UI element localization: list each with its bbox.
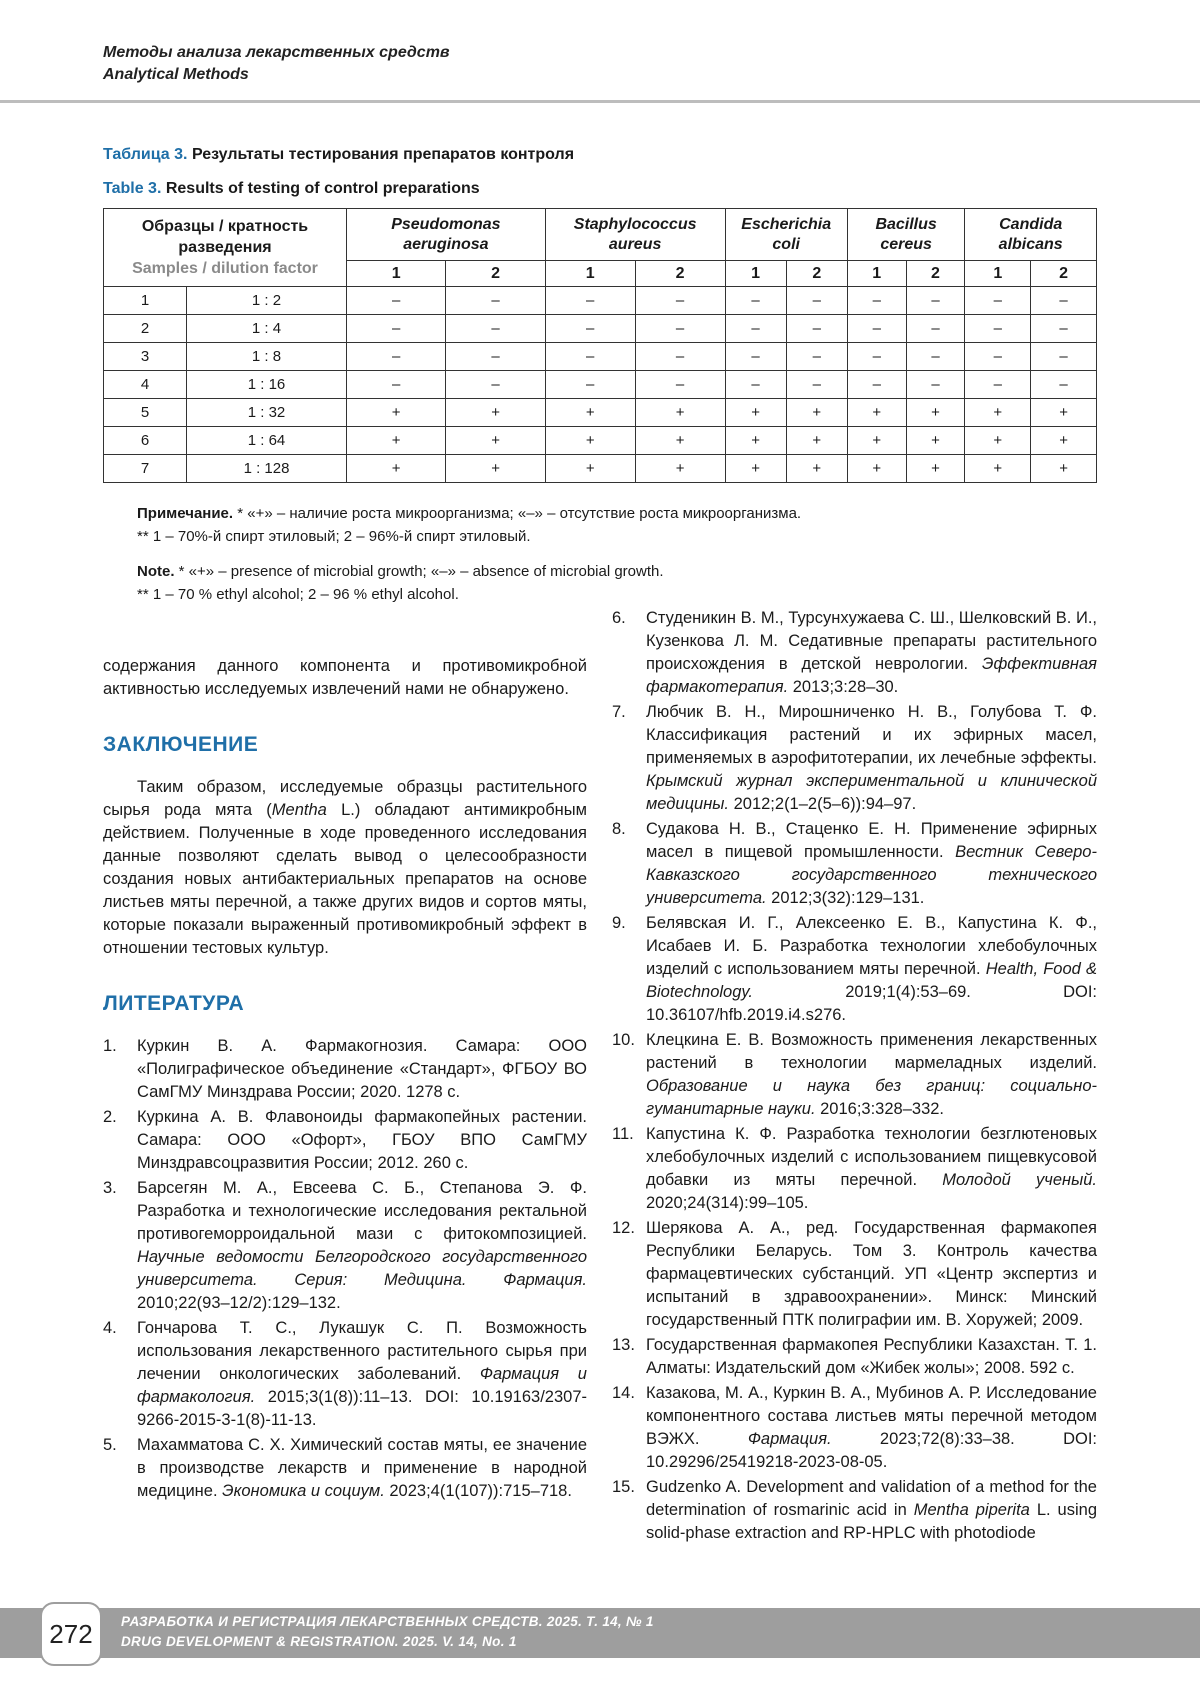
growth-result: + (347, 399, 446, 427)
growth-result: – (906, 287, 965, 315)
growth-result: – (347, 287, 446, 315)
growth-result: – (906, 343, 965, 371)
growth-result: – (906, 371, 965, 399)
reference-number: 11. (612, 1125, 634, 1143)
note-ru-line1: * «+» – наличие роста микроорганизма; «–» – отсутствие роста микроорганизма. (237, 505, 802, 522)
table-notes (137, 502, 801, 606)
growth-result: + (545, 427, 635, 455)
references-list-left (103, 1035, 587, 1503)
running-header (103, 42, 450, 86)
growth-result: + (965, 427, 1031, 455)
reference-number: 15. (612, 1478, 635, 1496)
reference-number: 9. (612, 914, 626, 932)
dilution-factor: 1 : 8 (187, 343, 347, 371)
header-species: Escherichia coli (725, 209, 847, 261)
growth-result: + (545, 399, 635, 427)
growth-result: + (847, 427, 906, 455)
growth-result: – (446, 371, 545, 399)
growth-result: – (965, 287, 1031, 315)
table-row (104, 343, 1097, 371)
growth-result: – (446, 343, 545, 371)
results-table (103, 208, 1097, 483)
intro-paragraph: содержания данного компонента и противомикробной активностью исследуемых извлечений нами не обнаружено. (103, 657, 587, 698)
growth-result: – (847, 343, 906, 371)
growth-result: – (786, 287, 847, 315)
table-caption-en-text: Results of testing of control preparations (165, 180, 480, 197)
header-alcohol: 1 (347, 261, 446, 287)
growth-result: + (725, 455, 786, 483)
reference-item (612, 1123, 1097, 1215)
growth-result: – (725, 371, 786, 399)
table-row (104, 399, 1097, 427)
growth-result: + (635, 455, 725, 483)
reference-text: Любчик В. Н., Мирошниченко Н. В., Голубова Т. Ф. Классификация растений и их эфирных масел, применяемых в аэрофитотерапии, их лечебные эффекты. Крымский журнал экспериментальной и клинической медицины. 2012;2(1–2(5–6)):94–97. (646, 703, 1097, 813)
growth-result: – (635, 287, 725, 315)
sample-number: 4 (104, 371, 187, 399)
growth-result: – (1031, 315, 1097, 343)
growth-result: – (635, 371, 725, 399)
growth-result: + (906, 455, 965, 483)
growth-result: + (1031, 427, 1097, 455)
growth-result: – (446, 287, 545, 315)
table-caption-ru-label: Таблица 3. (103, 146, 188, 163)
growth-result: + (786, 427, 847, 455)
growth-result: – (847, 315, 906, 343)
growth-result: – (786, 371, 847, 399)
reference-number: 3. (103, 1179, 117, 1197)
growth-result: + (635, 427, 725, 455)
table-row (104, 287, 1097, 315)
reference-item (612, 1029, 1097, 1121)
table-caption-ru-text: Результаты тестирования препаратов контроля (191, 146, 575, 163)
growth-result: + (847, 399, 906, 427)
growth-result: – (725, 343, 786, 371)
growth-result: + (446, 455, 545, 483)
note-ru-label: Примечание. (137, 505, 234, 522)
note-ru-line2: ** 1 – 70%-й спирт этиловый; 2 – 96%-й спирт этиловый. (137, 528, 531, 545)
reference-item (103, 1035, 587, 1104)
reference-number: 12. (612, 1219, 635, 1237)
growth-result: – (347, 371, 446, 399)
header-alcohol: 2 (1031, 261, 1097, 287)
references-list-right (612, 607, 1097, 1545)
growth-result: + (725, 399, 786, 427)
growth-result: – (965, 371, 1031, 399)
growth-result: – (1031, 343, 1097, 371)
footer-journal-en: DRUG DEVELOPMENT & REGISTRATION. 2025. V. 14, No. 1 (121, 1634, 517, 1649)
header-alcohol: 2 (446, 261, 545, 287)
reference-text: Государственная фармакопея Республики Казахстан. Т. 1. Алматы: Издательский дом «Жибек жолы»; 2008. 592 с. (646, 1336, 1097, 1377)
conclusion-paragraph: Таким образом, исследуемые образцы растительного сырья рода мята (Mentha L.) обладают антимикробным действием. Полученные в ходе проведенного исследования данные позволяют сделать вывод о целесообразности создания новых антибактериальных препаратов на основе листьев мяты перечной, а также других видов и сортов мяты, которые показали выраженный противомикробный эффект в отношении тестовых культур. (103, 778, 587, 957)
growth-result: + (545, 455, 635, 483)
growth-result: – (635, 315, 725, 343)
running-header-ru: Методы анализа лекарственных средств (103, 44, 450, 61)
reference-text: Куркин В. А. Фармакогнозия. Самара: ООО «Полиграфическое объединение «Стандарт», ФГБОУ ВО СамГМУ Минздрава России; 2020. 1278 с. (137, 1037, 587, 1101)
growth-result: + (347, 455, 446, 483)
reference-number: 2. (103, 1108, 117, 1126)
growth-result: – (847, 287, 906, 315)
conclusion-heading: ЗАКЛЮЧЕНИЕ (103, 733, 259, 756)
dilution-factor: 1 : 64 (187, 427, 347, 455)
footer-journal (121, 1612, 654, 1652)
reference-item (612, 1382, 1097, 1474)
reference-item (612, 701, 1097, 816)
dilution-factor: 1 : 2 (187, 287, 347, 315)
note-en-line2: ** 1 – 70 % ethyl alcohol; 2 – 96 % ethyl alcohol. (137, 586, 459, 603)
growth-result: – (965, 343, 1031, 371)
reference-item (103, 1434, 587, 1503)
reference-number: 8. (612, 820, 626, 838)
growth-result: – (725, 287, 786, 315)
reference-number: 13. (612, 1336, 635, 1354)
reference-text: Gudzenko A. Development and validation of a method for the determination of rosmarinic acid in Mentha piperita L. using solid-phase extraction and RP-HPLC with photodiode (646, 1478, 1097, 1542)
growth-result: + (635, 399, 725, 427)
header-alcohol: 2 (906, 261, 965, 287)
dilution-factor: 1 : 128 (187, 455, 347, 483)
growth-result: + (965, 399, 1031, 427)
growth-result: – (1031, 287, 1097, 315)
right-column (612, 607, 1097, 1547)
footer-journal-ru: РАЗРАБОТКА И РЕГИСТРАЦИЯ ЛЕКАРСТВЕННЫХ СРЕДСТВ. 2025. Т. 14, № 1 (121, 1614, 654, 1629)
reference-text: Казакова, М. А., Куркин В. А., Мубинов А. Р. Исследование компонентного состава листьев мяты перечной методом ВЭЖХ. Фармация. 2023;72(8):33–38. DOI: 10.29296/25419218-2023-08-05. (646, 1384, 1097, 1471)
growth-result: + (965, 455, 1031, 483)
growth-result: + (786, 399, 847, 427)
growth-result: – (847, 371, 906, 399)
header-species: Pseudomonas aeruginosa (347, 209, 546, 261)
reference-text: Шерякова А. А., ред. Государственная фармакопея Республики Беларусь. Том 3. Контроль качества фармацевтических субстанций. УП «Центр экспертиз и испытаний в здравоохранении». Минск: Минский государственный ПТК полиграфии им. В. Хоружей; 2009. (646, 1219, 1097, 1329)
reference-number: 5. (103, 1436, 117, 1454)
header-samples-en: Samples / dilution factor (132, 260, 318, 277)
growth-result: – (635, 343, 725, 371)
reference-text: Барсегян М. А., Евсеева С. Б., Степанова Э. Ф. Разработка и технологические исследования ректальной противогеморроидальной мази с фитокомпозицией. Научные ведомости Белгородского государственного университета. Серия: Медицина. Фармация. 2010;22(93–12/2):129–132. (137, 1179, 587, 1312)
header-divider (0, 100, 1200, 103)
sample-number: 5 (104, 399, 187, 427)
growth-result: – (725, 315, 786, 343)
reference-number: 4. (103, 1319, 117, 1337)
reference-text: Судакова Н. В., Стаценко Е. Н. Применение эфирных масел в пищевой промышленности. Вестник Северо-Кавказского государственного технического университета. 2012;3(32):129–131. (646, 820, 1097, 907)
running-header-en: Analytical Methods (103, 66, 249, 83)
growth-result: – (446, 315, 545, 343)
reference-item (103, 1106, 587, 1175)
reference-text: Махамматова С. Х. Химический состав мяты, ее значение в производстве лекарств и применение в народной медицине. Экономика и социум. 2023;4(1(107)):715–718. (137, 1436, 587, 1500)
reference-item (103, 1317, 587, 1432)
header-samples-ru: Образцы / кратность разведения (141, 218, 309, 256)
references-heading: ЛИТЕРАТУРА (103, 992, 245, 1015)
growth-result: – (545, 315, 635, 343)
header-alcohol: 1 (965, 261, 1031, 287)
header-alcohol: 2 (786, 261, 847, 287)
table-row (104, 455, 1097, 483)
reference-number: 10. (612, 1031, 635, 1049)
table-row (104, 371, 1097, 399)
reference-number: 14. (612, 1384, 635, 1402)
sample-number: 2 (104, 315, 187, 343)
table-header-row (104, 209, 1097, 261)
reference-item (612, 607, 1097, 699)
growth-result: + (446, 399, 545, 427)
reference-text: Гончарова Т. С., Лукашук С. П. Возможность использования лекарственного растительного сырья при лечении онкологических заболеваний. Фармация и фармакология. 2015;3(1(8)):11–13. DOI: 10.19163/2307-9266-2015-3-1(8)-11-13. (137, 1319, 587, 1429)
growth-result: – (906, 315, 965, 343)
header-species: Bacillus cereus (847, 209, 965, 261)
growth-result: + (847, 455, 906, 483)
growth-result: + (1031, 455, 1097, 483)
table-row (104, 315, 1097, 343)
growth-result: – (786, 315, 847, 343)
reference-item (612, 818, 1097, 910)
reference-number: 6. (612, 609, 626, 627)
growth-result: + (1031, 399, 1097, 427)
growth-result: + (725, 427, 786, 455)
growth-result: – (347, 343, 446, 371)
reference-text: Студеникин В. М., Турсунхужаева С. Ш., Шелковский В. И., Кузенкова Л. М. Седативные препараты растительного происхождения в детской неврологии. Эффективная фармакотерапия. 2013;3:28–30. (646, 609, 1097, 696)
header-species: Staphylococcus aureus (545, 209, 725, 261)
growth-result: – (1031, 371, 1097, 399)
table-row (104, 427, 1097, 455)
header-species: Candida albicans (965, 209, 1097, 261)
growth-result: – (545, 371, 635, 399)
growth-result: – (545, 343, 635, 371)
reference-number: 1. (103, 1037, 117, 1055)
growth-result: – (347, 315, 446, 343)
reference-item (612, 1334, 1097, 1380)
reference-text: Капустина К. Ф. Разработка технологии безглютеновых хлебобулочных изделий с использованием пищевкусовой добавки из мяты перечной. Молодой ученый. 2020;24(314):99–105. (646, 1125, 1097, 1212)
growth-result: + (906, 399, 965, 427)
reference-item (612, 1217, 1097, 1332)
header-samples (104, 209, 347, 287)
growth-result: + (446, 427, 545, 455)
reference-item (103, 1177, 587, 1315)
growth-result: + (906, 427, 965, 455)
reference-text: Белявская И. Г., Алексеенко Е. В., Капустина К. Ф., Исабаев И. Б. Разработка технологии хлебобулочных изделий с использованием мяты перечной. Health, Food & Biotechnology. 2019;1(4):53–69. DOI: 10.36107/hfb.2019.i4.s276. (646, 914, 1098, 1024)
header-alcohol: 1 (725, 261, 786, 287)
header-alcohol: 1 (847, 261, 906, 287)
header-alcohol: 2 (635, 261, 725, 287)
growth-result: – (786, 343, 847, 371)
growth-result: + (347, 427, 446, 455)
dilution-factor: 1 : 16 (187, 371, 347, 399)
dilution-factor: 1 : 4 (187, 315, 347, 343)
note-en-line1: * «+» – presence of microbial growth; «–» – absence of microbial growth. (178, 563, 664, 580)
dilution-factor: 1 : 32 (187, 399, 347, 427)
growth-result: – (545, 287, 635, 315)
growth-result: + (786, 455, 847, 483)
sample-number: 3 (104, 343, 187, 371)
note-en-label: Note. (137, 563, 175, 580)
sample-number: 1 (104, 287, 187, 315)
sample-number: 7 (104, 455, 187, 483)
reference-text: Клецкина Е. В. Возможность применения лекарственных растений в технологии мармеладных изделий. Образование и наука без границ: социально-гуманитарные науки. 2016;3:328–332. (646, 1031, 1097, 1118)
table-caption-en (103, 180, 480, 198)
header-alcohol: 1 (545, 261, 635, 287)
reference-item (612, 1476, 1097, 1545)
reference-number: 7. (612, 703, 626, 721)
page-number: 272 (40, 1602, 102, 1666)
sample-number: 6 (104, 427, 187, 455)
table-caption-ru (103, 146, 574, 164)
reference-text: Куркина А. В. Флавоноиды фармакопейных растении. Самара: ООО «Офорт», ГБОУ ВПО СамГМУ Минздравсоцразвития России; 2012. 260 с. (137, 1108, 587, 1172)
left-column (103, 655, 587, 1505)
table-caption-en-label: Table 3. (103, 180, 162, 197)
reference-item (612, 912, 1097, 1027)
growth-result: – (965, 315, 1031, 343)
